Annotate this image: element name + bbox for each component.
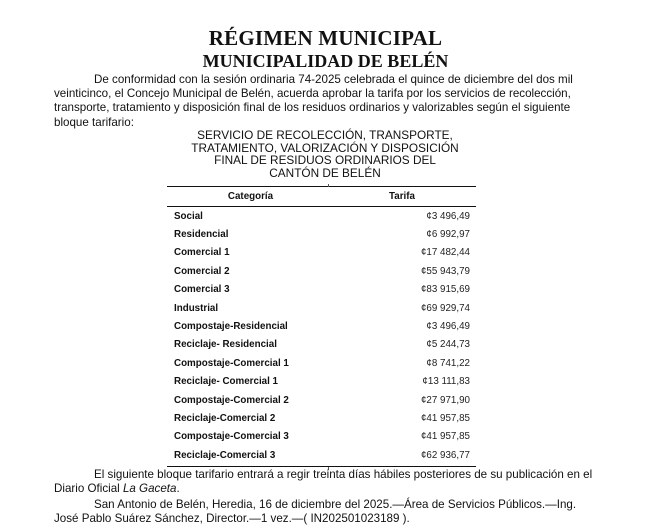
table-header-row [167, 187, 476, 207]
row-rate: ¢8 741,22 [426, 357, 470, 369]
table-row [167, 317, 476, 335]
column-divider-tick [328, 184, 329, 187]
row-rate: ¢62 936,77 [420, 449, 470, 461]
tariff-table [167, 186, 476, 467]
table-row [167, 354, 476, 372]
row-category: Reciclaje- Comercial 1 [174, 376, 279, 388]
row-rate: ¢41 957,85 [420, 412, 470, 424]
table-row [167, 244, 476, 262]
table-row [167, 409, 476, 427]
row-category: Comercial 1 [174, 247, 230, 259]
row-rate: ¢83 915,69 [420, 284, 470, 296]
section-title: RÉGIMEN MUNICIPAL [208, 26, 443, 50]
row-rate: ¢17 482,44 [420, 247, 470, 259]
table-row [167, 262, 476, 280]
row-category: Reciclaje-Comercial 2 [174, 412, 276, 424]
table-row [167, 336, 476, 354]
row-category: Compostaje-Comercial 1 [174, 357, 289, 369]
institution-title: MUNICIPALIDAD DE BELÉN [202, 51, 449, 71]
table-row [167, 299, 476, 317]
publication-name: La Gaceta [122, 482, 177, 496]
row-category: Compostaje-Comercial 2 [174, 394, 289, 406]
effective-date-paragraph [54, 468, 600, 496]
row-rate: ¢41 957,85 [420, 431, 470, 443]
table-row [167, 207, 476, 225]
row-category: Comercial 3 [174, 284, 230, 296]
row-category: Compostaje-Comercial 3 [174, 431, 289, 443]
table-body [167, 207, 476, 466]
row-category: Residencial [174, 229, 229, 241]
intro-paragraph: De conformidad con la sesión ordinaria 74-2025 celebrada el quince de diciembre del dos mil veinticinco, el Concejo Municipal de Belén, acuerda aprobar la tarifa por los servicios de recolección, transporte, tratamiento y disposición final de los residuos ordinarios y valorizables según el siguiente bloque tarifario: [54, 73, 573, 129]
service-title-line-3: FINAL DE RESIDUOS ORDINARIOS DEL [214, 153, 436, 168]
service-title-line-4: CANTÓN DE BELÉN [269, 165, 381, 180]
table-row [167, 281, 476, 299]
header-category: Categoría [227, 191, 274, 202]
row-rate: ¢27 971,90 [420, 394, 470, 406]
row-category: Comercial 2 [174, 265, 230, 277]
service-title-line-2: TRATAMIENTO, VALORIZACIÓN Y DISPOSICIÓN [191, 140, 459, 155]
service-title [150, 129, 500, 179]
row-category: Compostaje-Residencial [174, 321, 288, 333]
effective-text: El siguiente bloque tarifario entrará a regir treinta días hábiles posteriores de su publicación en el Diario Oficial [54, 468, 593, 496]
header-rate: Tarifa [389, 191, 415, 202]
table-row [167, 373, 476, 391]
row-category: Reciclaje- Residencial [174, 339, 277, 351]
table-row [167, 225, 476, 243]
row-category: Social [174, 210, 203, 222]
table-row [167, 428, 476, 446]
row-rate: ¢69 929,74 [420, 302, 470, 314]
effective-text-end: . [176, 482, 180, 496]
row-rate: ¢55 943,79 [420, 265, 470, 277]
table-row [167, 446, 476, 464]
table-row [167, 391, 476, 409]
service-title-line-1: SERVICIO DE RECOLECCIÓN, TRANSPORTE, [197, 128, 453, 142]
row-rate: ¢5 244,73 [426, 339, 470, 351]
signature-paragraph: San Antonio de Belén, Heredia, 16 de diciembre del 2025.—Área de Servicios Públicos.—Ing. José Pablo Suárez Sánchez, Director.—1 vez.—( IN202501023189 ). [54, 498, 577, 526]
row-category: Industrial [174, 302, 219, 314]
row-rate: ¢3 496,49 [426, 321, 470, 333]
row-rate: ¢13 111,83 [422, 376, 470, 388]
row-rate: ¢6 992,97 [426, 229, 470, 241]
row-category: Reciclaje-Comercial 3 [174, 449, 276, 461]
row-rate: ¢3 496,49 [426, 210, 470, 222]
